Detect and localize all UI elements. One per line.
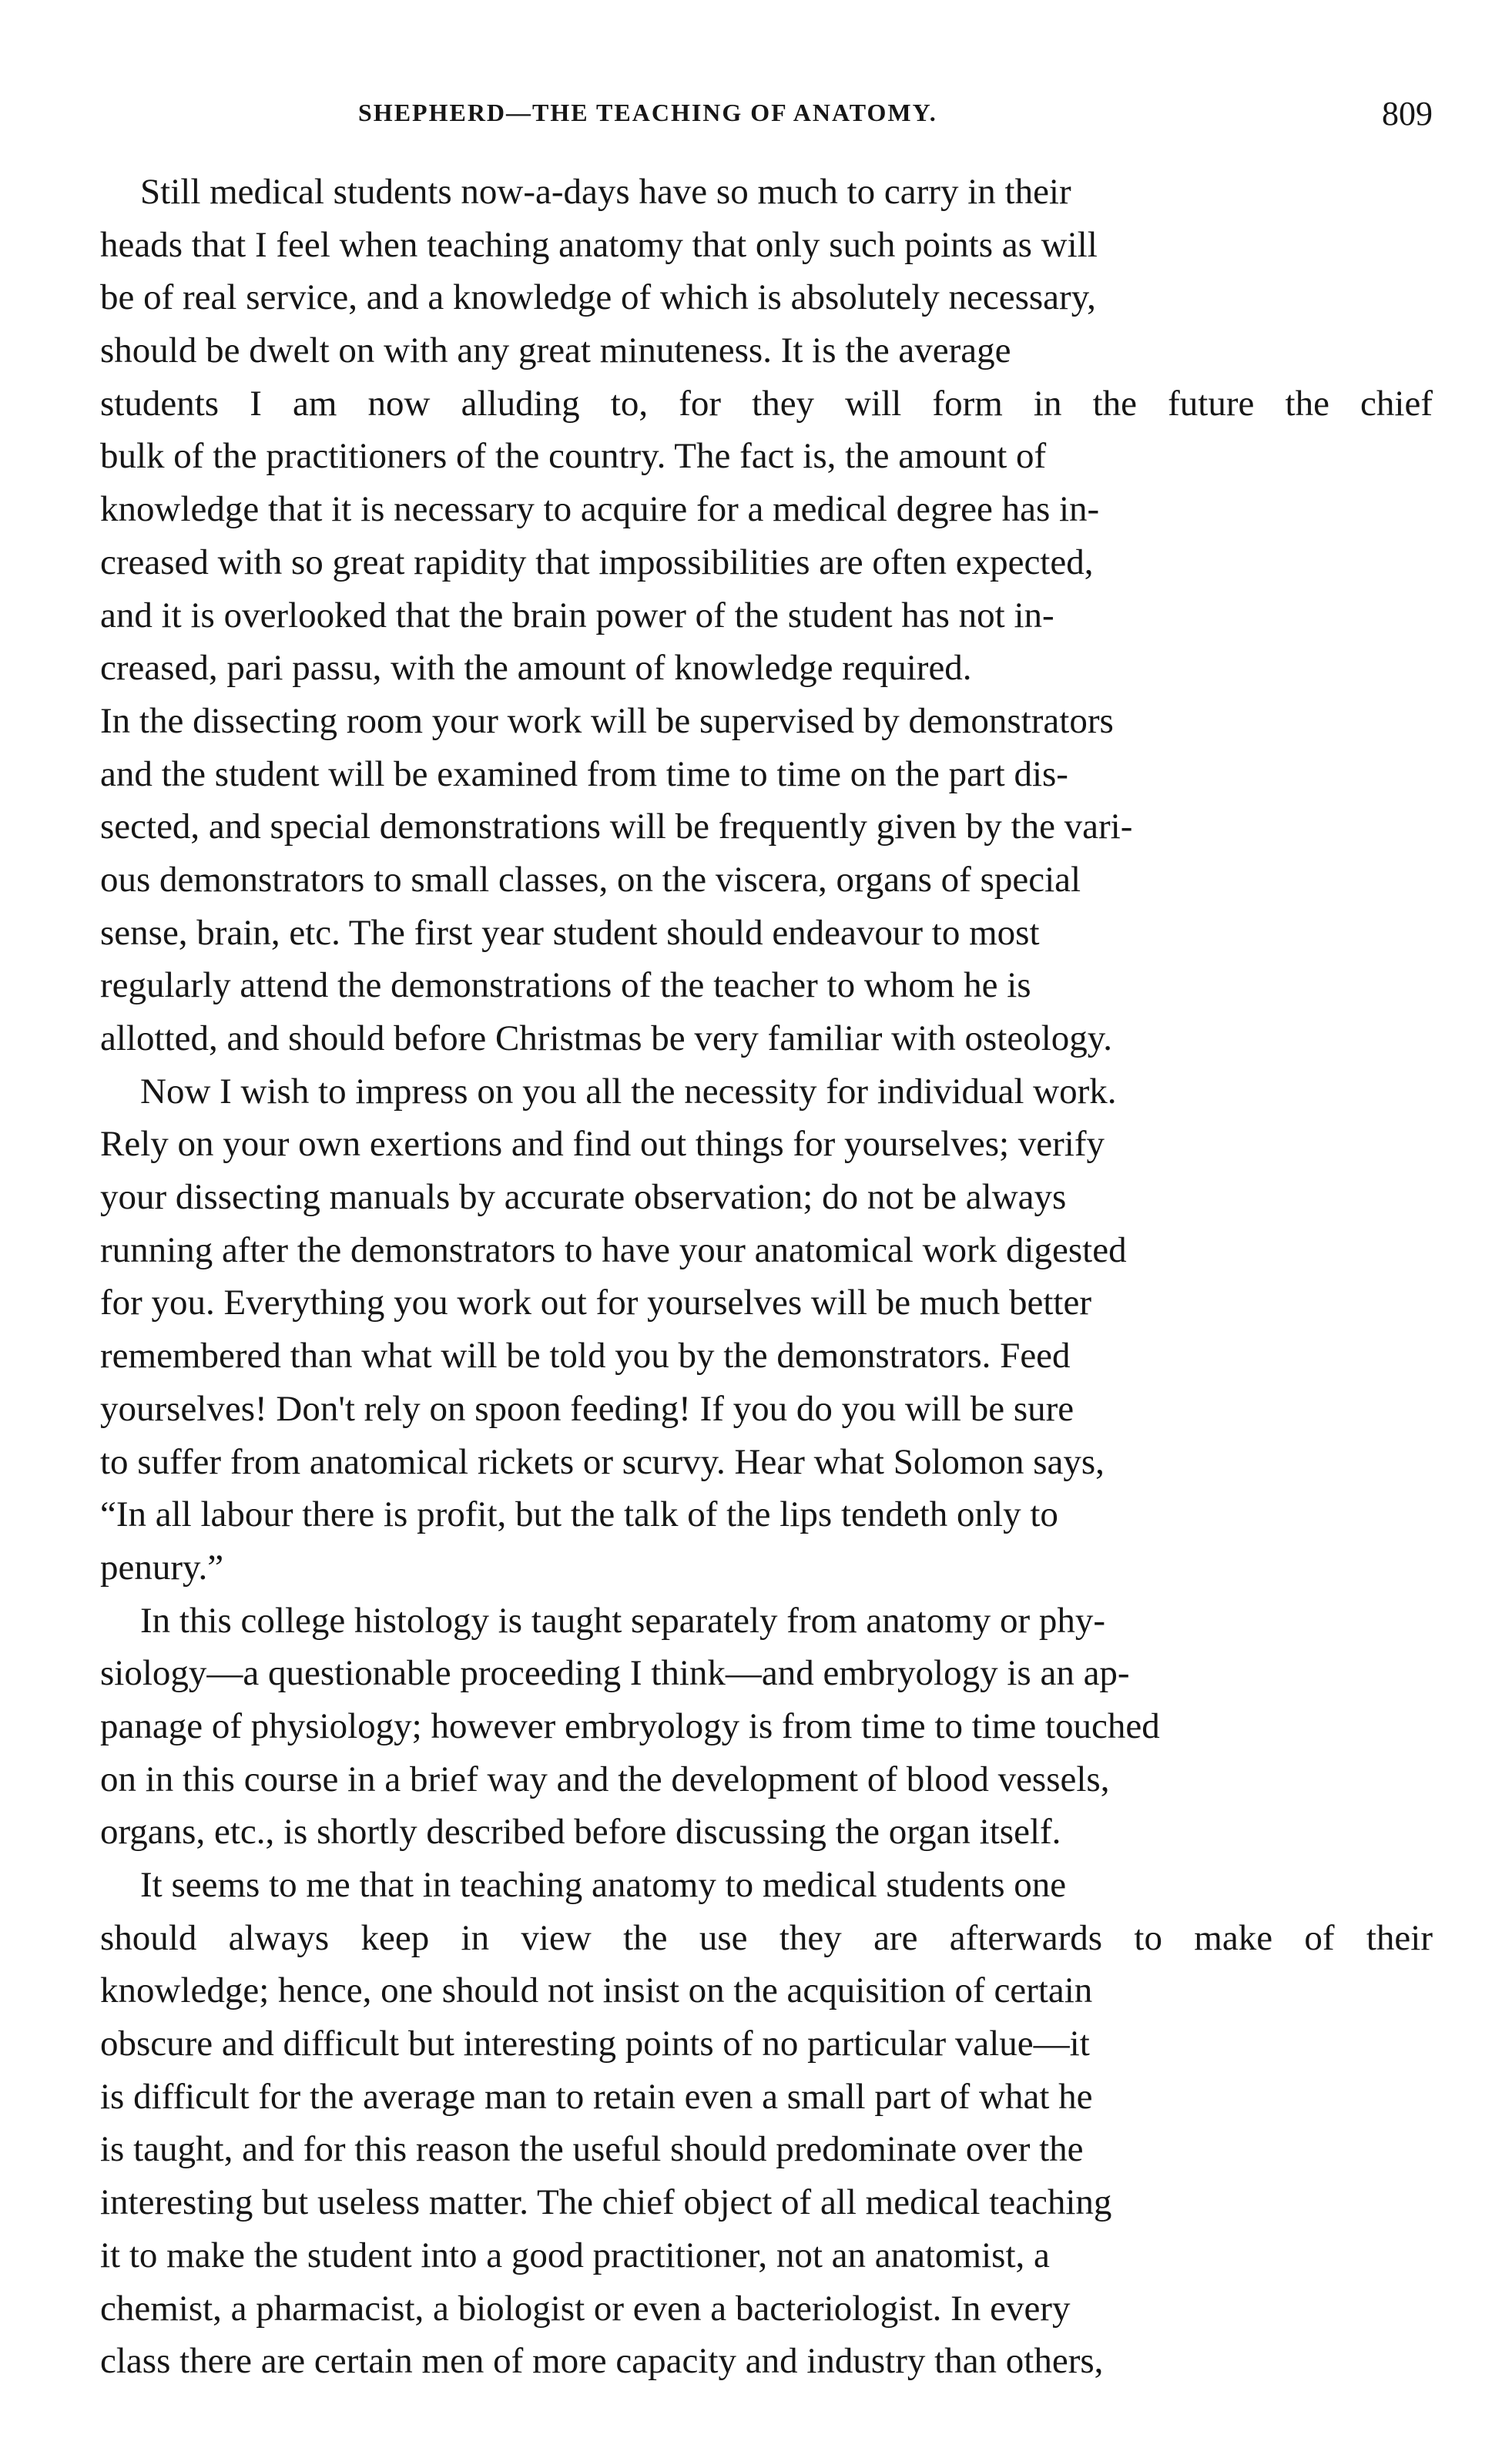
text-line: allotted, and should before Christmas be very familiar with osteology. (100, 1018, 1112, 1058)
paragraph (100, 166, 1433, 695)
text-line: and it is overlooked that the brain power of the student has not in- (100, 595, 1054, 635)
paragraph (100, 1859, 1433, 2388)
text-line: yourselves! Don't rely on spoon feeding! If you do you will be sure (100, 1388, 1074, 1429)
text-line: organs, etc., is shortly described before discussing the organ itself. (100, 1812, 1061, 1853)
text-line: it to make the student into a good practitioner, not an anatomist, a (100, 2235, 1050, 2275)
text-line: bulk of the practitioners of the country. The fact is, the amount of (100, 436, 1047, 477)
text-line: creased with so great rapidity that impossibilities are often expected, (100, 542, 1094, 582)
text-line: siology—a questionable proceeding I think—and embryology is an ap- (100, 1653, 1130, 1694)
text-line: In this college histology is taught separately from anatomy or phy- (140, 1600, 1106, 1641)
text-line: be of real service, and a knowledge of which is absolutely necessary, (100, 277, 1096, 318)
page-number: 809 (1382, 95, 1433, 132)
running-head (100, 95, 1433, 145)
text-line: sense, brain, etc. The first year student should endeavour to most (100, 912, 1040, 953)
text-line: In the dissecting room your work will be supervised by demonstrators (100, 700, 1114, 741)
text-line: interesting but useless matter. The chief object of all medical teaching (100, 2182, 1112, 2223)
text-line: on in this course in a brief way and the development of blood vessels, (100, 1759, 1110, 1799)
text-line: should be dwelt on with any great minuteness. It is the average (100, 330, 1011, 371)
body-text (100, 166, 1433, 2388)
text-line: your dissecting manuals by accurate observation; do not be always (100, 1177, 1067, 1218)
text-line: panage of physiology; however embryology is from time to time touched (100, 1705, 1160, 1746)
running-title: SHEPHERD—THE TEACHING OF ANATOMY. (358, 99, 937, 126)
text-line: running after the demonstrators to have your anatomical work digested (100, 1229, 1127, 1270)
text-line: Still medical students now-a-days have so much to carry in their (140, 172, 1071, 212)
text-line: knowledge; hence, one should not insist on the acquisition of certain (100, 1970, 1093, 2011)
text-line: sected, and special demonstrations will be frequently given by the vari- (100, 807, 1133, 847)
text-line: creased, pari passu, with the amount of knowledge required. (100, 648, 972, 689)
text-line: chemist, a pharmacist, a biologist or even a bacteriologist. In every (100, 2288, 1071, 2329)
text-line: obscure and difficult but interesting points of no particular value—it (100, 2024, 1090, 2064)
text-line: penury.” (100, 1547, 224, 1588)
text-line: ous demonstrators to small classes, on the viscera, organs of special (100, 859, 1081, 900)
text-line: Now I wish to impress on you all the necessity for individual work. (140, 1071, 1117, 1112)
text-line: class there are certain men of more capacity and industry than others, (100, 2341, 1104, 2382)
paragraph (100, 695, 1433, 1065)
text-line: It seems to me that in teaching anatomy to medical students one (140, 1865, 1067, 1905)
text-line: students I am now alluding to, for they will form in the future the chief (100, 383, 1433, 424)
text-line: Rely on your own exertions and find out things for yourselves; verify (100, 1124, 1105, 1165)
text-line: regularly attend the demonstrations of the teacher to whom he is (100, 965, 1031, 1006)
text-line: “In all labour there is profit, but the talk of the lips tendeth only to (100, 1494, 1058, 1535)
paragraph (100, 1065, 1433, 1595)
text-line: remembered than what will be told you by the demonstrators. Feed (100, 1336, 1071, 1377)
text-line: is difficult for the average man to retain even a small part of what he (100, 2076, 1093, 2117)
paragraph (100, 1595, 1433, 1859)
text-line: and the student will be examined from time to time on the part dis- (100, 753, 1068, 794)
text-line: is taught, and for this reason the useful should predominate over the (100, 2129, 1084, 2170)
text-line: for you. Everything you work out for yourselves will be much better (100, 1283, 1091, 1323)
text-line: heads that I feel when teaching anatomy that only such points as will (100, 224, 1098, 265)
text-line: to suffer from anatomical rickets or scurvy. Hear what Solomon says, (100, 1441, 1105, 1482)
text-line: should always keep in view the use they are afterwards to make of their (100, 1917, 1433, 1958)
text-line: knowledge that it is necessary to acquire for a medical degree has in- (100, 489, 1100, 530)
